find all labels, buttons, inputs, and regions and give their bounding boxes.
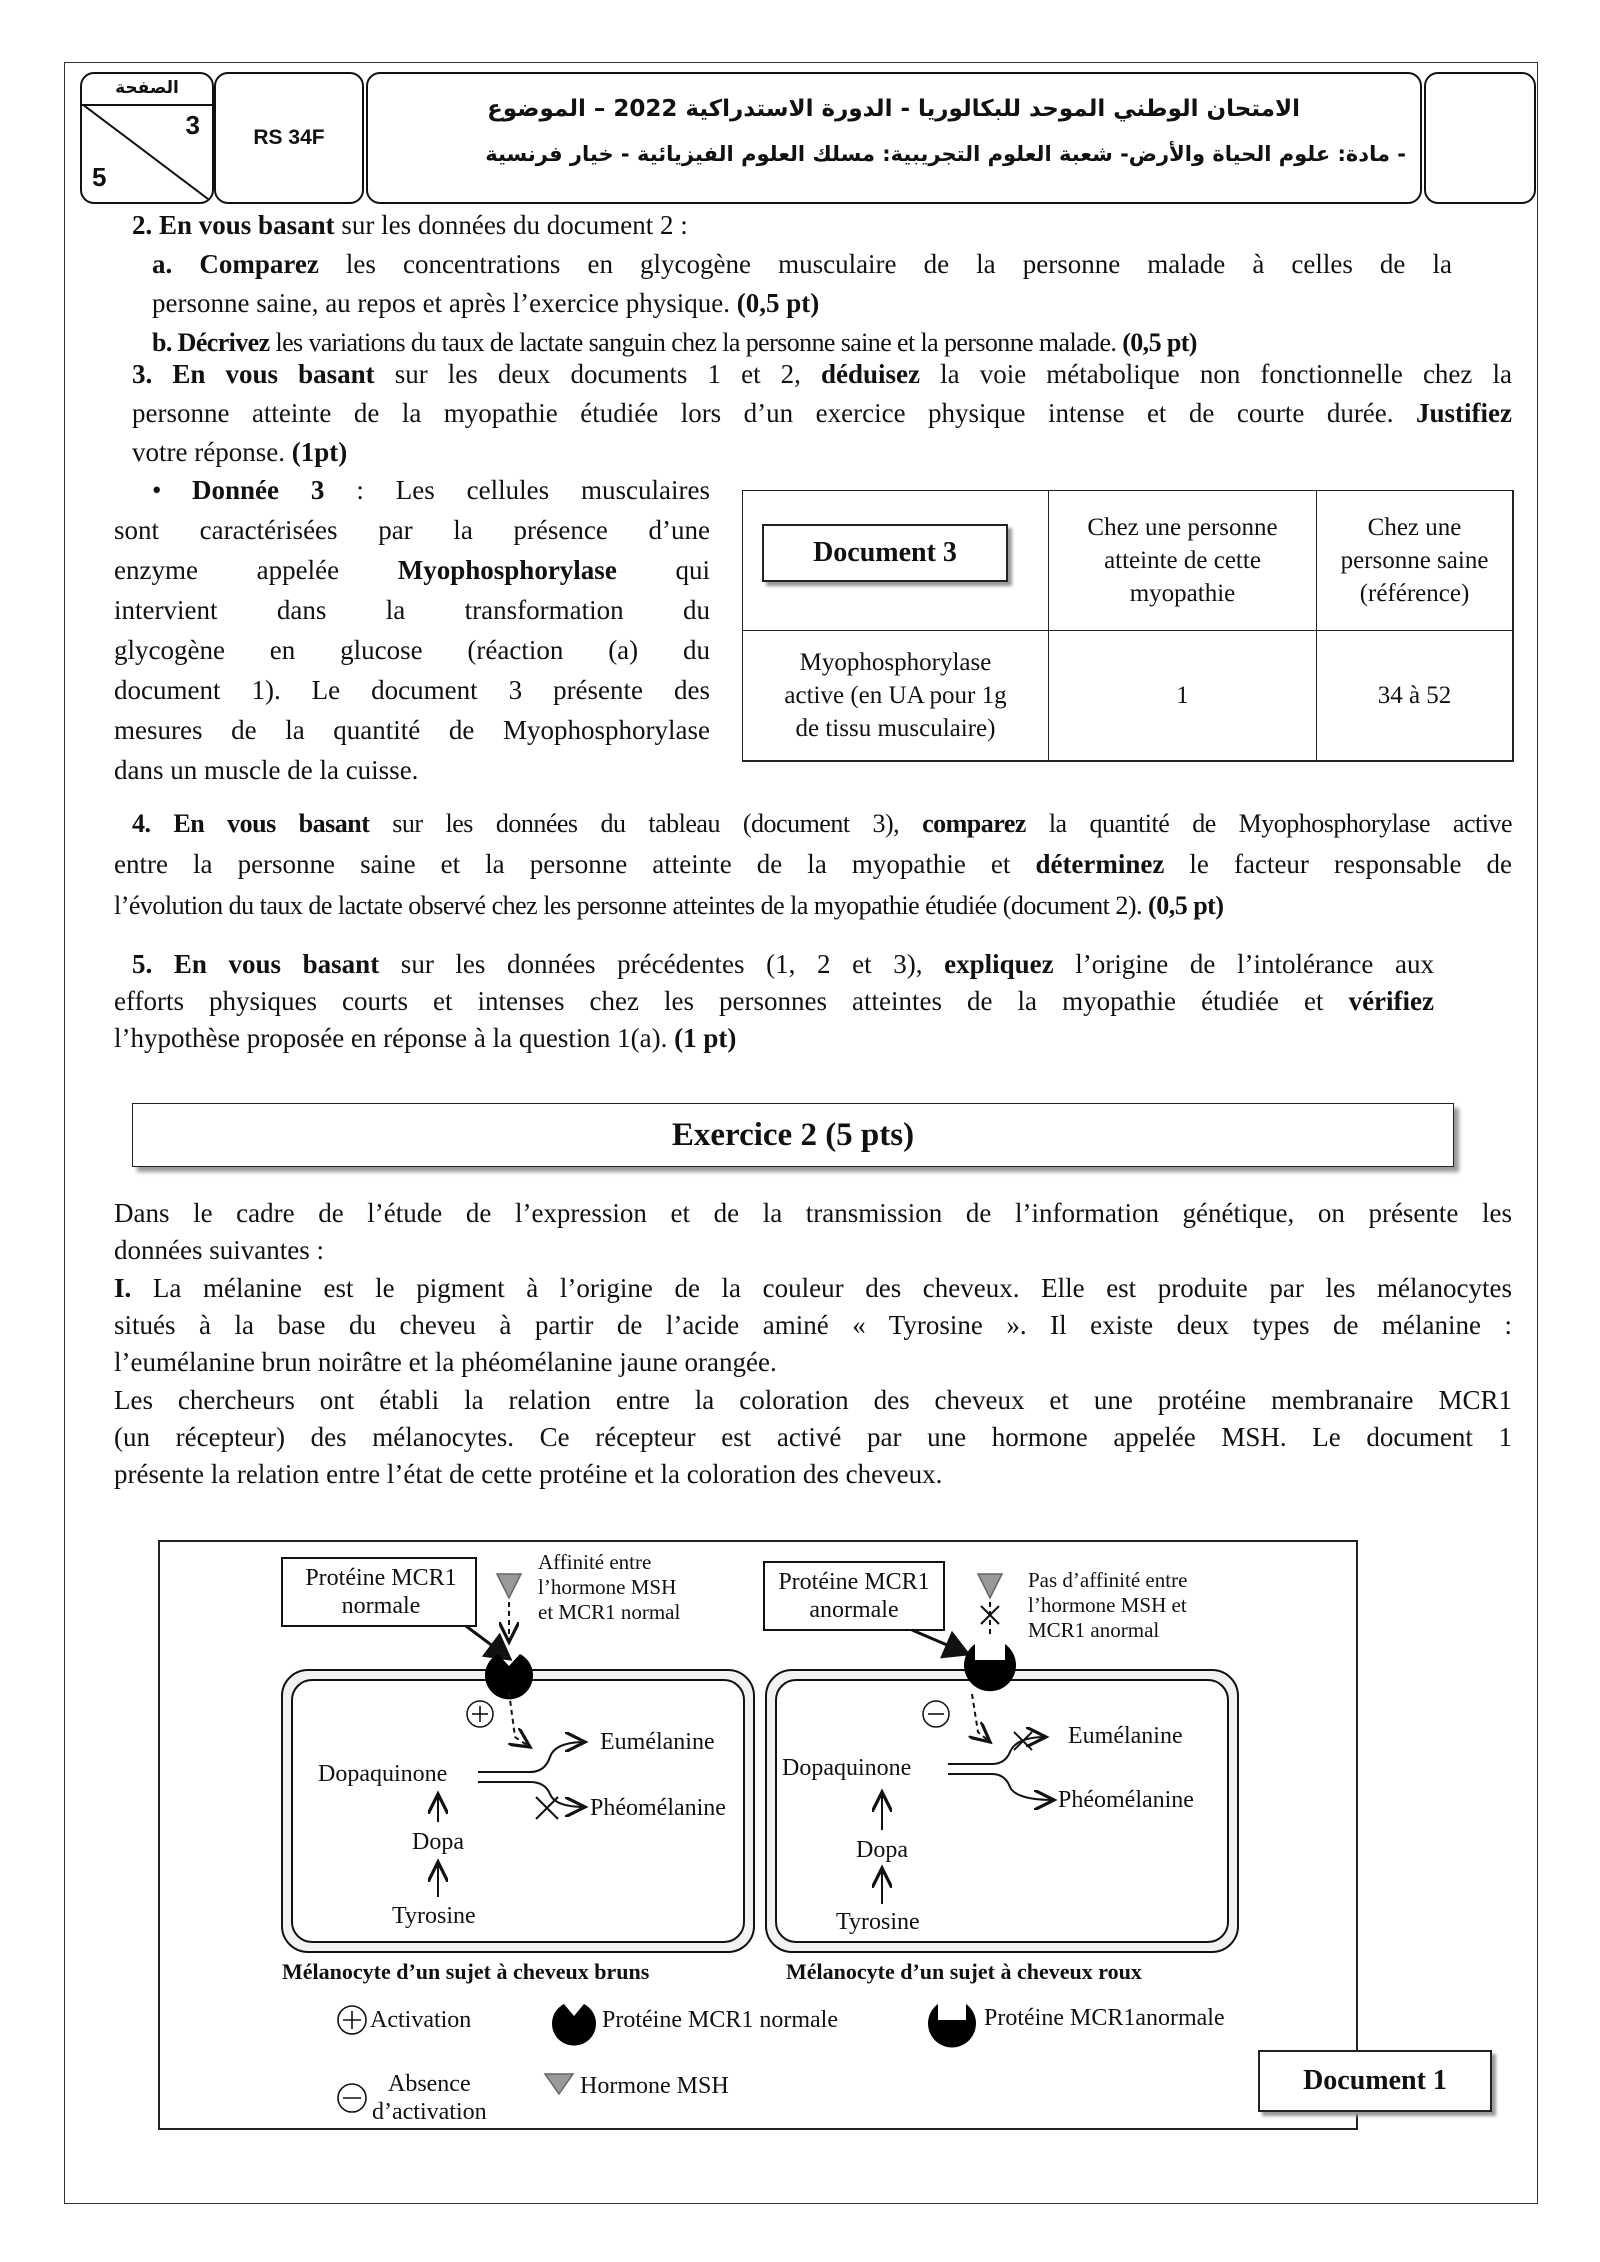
right-eumelanine: Eumélanine: [1068, 1723, 1183, 1749]
donnee3-line5: glycogène en glucose (réaction (a) du: [114, 635, 710, 665]
right-msh-hormone-icon: [978, 1574, 1002, 1598]
legend-normal-receptor-icon: [552, 2004, 596, 2046]
ex2-p2-line2: (un récepteur) des mélanocytes. Ce récepteur est activé par une hormone appelée MSH. Le document 1: [114, 1422, 1512, 1452]
left-protein-label: Protéine MCR1 normale: [305, 1565, 457, 1619]
right-pheomelanine: Phéomélanine: [1058, 1787, 1194, 1813]
right-pointer-arrow: [912, 1630, 968, 1654]
table-header-malade: Chez une personne atteinte de cette myopathie: [1048, 490, 1317, 631]
right-protein-label: Protéine MCR1 anormale: [778, 1569, 930, 1623]
ex2-p2-line1: Les chercheurs ont établi la relation entre la coloration des cheveux et une protéine membranaire MCR1: [114, 1385, 1512, 1415]
donnee3-line1: Donnée 3 : Les cellules musculaires: [192, 475, 710, 505]
page-number-box: [80, 72, 214, 204]
table-value-saine: 34 à 52: [1316, 630, 1513, 761]
q4-line1: 4. En vous basant sur les données du tableau (document 3), comparez la quantité de Myophosphorylase active: [132, 809, 1512, 838]
document1-figure: [158, 1540, 1358, 2130]
q5-line1: 5. En vous basant sur les données précédentes (1, 2 et 3), expliquez l’origine de l’intolérance aux: [132, 949, 1434, 979]
legend-msh-hormone-icon: [545, 2074, 573, 2094]
donnee3-line4: intervient dans la transformation du: [114, 595, 710, 625]
ex2-p1-line1: I. La mélanine est le pigment à l’origine de la couleur des cheveux. Elle est produite par les mélanocytes: [114, 1273, 1512, 1303]
left-pointer-arrow: [466, 1626, 510, 1659]
ex2-intro-line2: données suivantes :: [114, 1235, 324, 1265]
legend-abnormal-protein-label: Protéine MCR1anormale: [984, 2005, 1225, 2031]
right-affinity-text: Pas d’affinité entre l’hormone MSH et MCR1 anormal: [1028, 1568, 1188, 1642]
donnee3-line7: mesures de la quantité de Myophosphorylase: [114, 715, 710, 745]
legend-activation-label: Activation: [370, 2007, 472, 2033]
left-caption: Mélanocyte d’un sujet à cheveux bruns: [282, 1959, 650, 1984]
empty-header-box: [1424, 72, 1536, 204]
q2b: b. Décrivez les variations du taux de lactate sanguin chez la personne saine et la personne malade. (0,5 pt): [152, 328, 1197, 357]
q4-line3: l’évolution du taux de lactate observé chez les personne atteintes de la myopathie étudiée (document 2). (0,5 pt): [114, 891, 1224, 920]
q3-line1: 3. En vous basant sur les deux documents 1 et 2, déduisez la voie métabolique non fonctionnelle chez la: [132, 359, 1512, 389]
ex2-intro-line1: Dans le cadre de l’étude de l’expression et de la transmission de l’information génétique, on présente les: [114, 1198, 1512, 1228]
exam-title-box: [366, 72, 1422, 204]
left-msh-hormone-icon: [497, 1574, 521, 1598]
q5-line3: l’hypothèse proposée en réponse à la question 1(a). (1 pt): [114, 1023, 737, 1053]
donnee3-line8: dans un muscle de la cuisse.: [114, 755, 419, 785]
right-dopaquinone: Dopaquinone: [782, 1755, 912, 1781]
ex2-p2-line3: présente la relation entre l’état de cette protéine et la coloration des cheveux.: [114, 1459, 943, 1489]
table-header-saine: Chez une personne saine (référence): [1316, 490, 1513, 631]
q2-intro: 2. En vous basant sur les données du document 2 :: [132, 210, 688, 240]
q2a-line1: a. Comparez les concentrations en glycogène musculaire de la personne malade à celles de la: [152, 249, 1452, 279]
ex2-p1-line3: l’eumélanine brun noirâtre et la phéomélanine jaune orangée.: [114, 1347, 777, 1377]
exam-title-line1: الامتحان الوطني الموحد للبكالوريا - الدورة الاستدراكية 2022 – الموضوع: [487, 96, 1300, 122]
exercise2-title: Exercice 2 (5 pts): [132, 1103, 1454, 1167]
legend-absence-label: Absence d’activation: [372, 2071, 487, 2125]
left-tyrosine: Tyrosine: [392, 1903, 476, 1929]
q5-line2: efforts physiques courts et intenses chez les personnes atteintes de la myopathie étudiée et vérifiez: [114, 986, 1434, 1016]
donnee3-bullet: •: [152, 475, 162, 505]
q3-line3: votre réponse. (1pt): [132, 437, 348, 467]
right-caption: Mélanocyte d’un sujet à cheveux roux: [786, 1959, 1142, 1984]
right-dopa: Dopa: [856, 1837, 908, 1863]
document1-label: Document 1: [1258, 2050, 1492, 2112]
left-dopaquinone: Dopaquinone: [318, 1761, 448, 1787]
page-current: 3: [185, 110, 200, 140]
document3-label: Document 3: [762, 524, 1008, 582]
exam-code: RS 34F: [214, 72, 364, 204]
q3-line2: personne atteinte de la myopathie étudiée lors d’un exercice physique intense et de courte durée. Justifiez: [132, 398, 1512, 428]
left-pheomelanine: Phéomélanine: [590, 1795, 726, 1821]
donnee3-line3: enzyme appelée Myophosphorylase qui: [114, 555, 710, 585]
right-tyrosine: Tyrosine: [836, 1909, 920, 1935]
exam-title-line2: - مادة: علوم الحياة والأرض- شعبة العلوم التجريبية: مسلك العلوم الفيزيائية - خيار فرنسية: [485, 142, 1406, 166]
page-label: الصفحة: [82, 74, 212, 106]
legend-hormone-label: Hormone MSH: [580, 2073, 729, 2099]
legend-normal-protein-label: Protéine MCR1 normale: [602, 2007, 838, 2033]
table-value-malade: 1: [1048, 630, 1317, 761]
q4-line2: entre la personne saine et la personne atteinte de la myopathie et déterminez le facteur responsable de: [114, 849, 1512, 879]
q2a-line2: personne saine, au repos et après l’exercice physique. (0,5 pt): [152, 288, 820, 318]
page-total: 5: [92, 162, 107, 192]
table-row-label: Myophosphorylase active (en UA pour 1g de tissu musculaire): [742, 630, 1049, 761]
left-eumelanine: Eumélanine: [600, 1729, 715, 1755]
legend-abnormal-receptor-icon: [928, 2004, 976, 2047]
left-dopa: Dopa: [412, 1829, 464, 1855]
ex2-p1-line2: situés à la base du cheveu à partir de l’acide aminé « Tyrosine ». Il existe deux types de mélanine :: [114, 1310, 1512, 1340]
donnee3-line6: document 1). Le document 3 présente des: [114, 675, 710, 705]
donnee3-line2: sont caractérisées par la présence d’une: [114, 515, 710, 545]
left-affinity-text: Affinité entre l’hormone MSH et MCR1 normal: [538, 1550, 681, 1624]
